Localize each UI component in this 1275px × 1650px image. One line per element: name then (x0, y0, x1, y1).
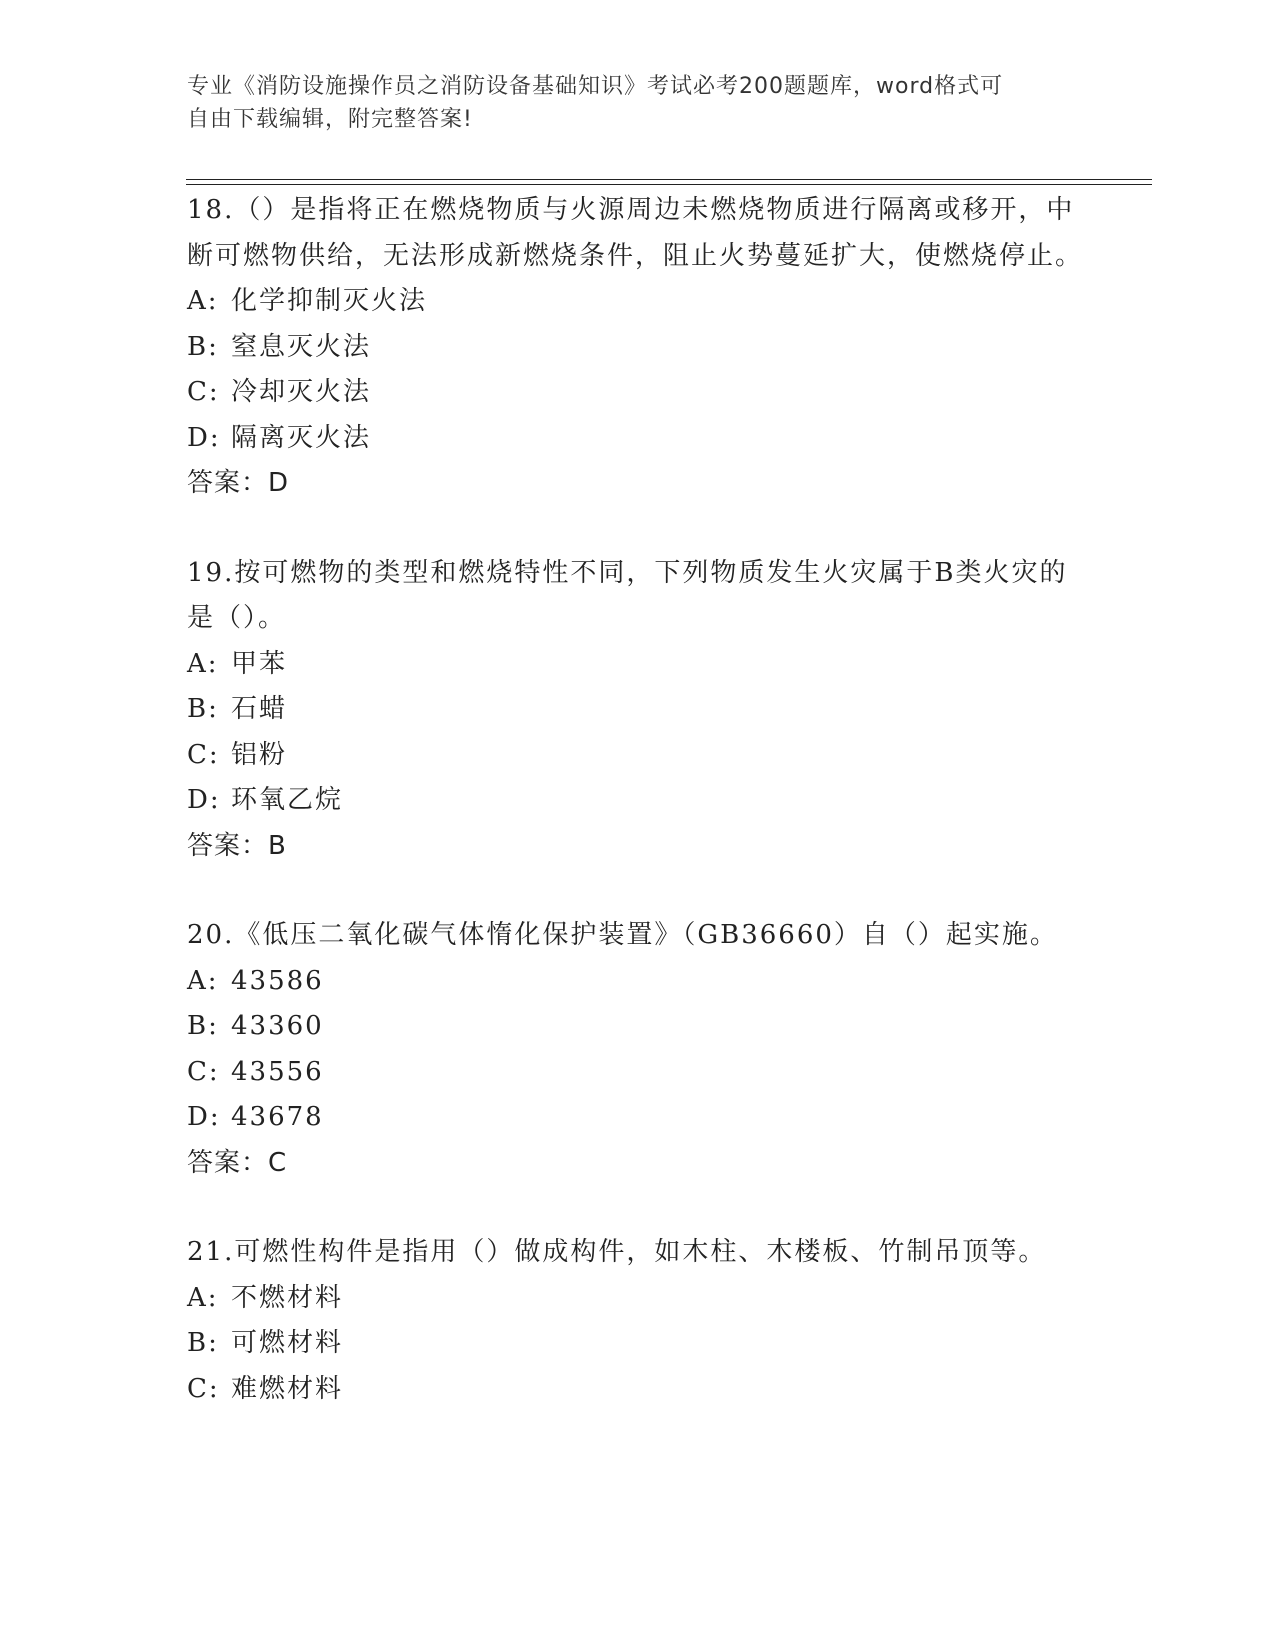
header-line-2: 自由下载编辑，附完整答案! (187, 107, 473, 132)
option-text: 石蜡 (231, 694, 288, 724)
header-line-1: 专业《消防设施操作员之消防设备基础知识》考试必考200题题库，word格式可 (187, 74, 1004, 99)
option-letter: D: (187, 785, 221, 815)
option-text: 不燃材料 (231, 1282, 344, 1313)
option-letter: D: (187, 1102, 221, 1132)
option-text: 43360 (231, 1011, 324, 1041)
answer-text: 答案：D (187, 468, 290, 498)
option-letter: B: (187, 331, 219, 362)
option-text: 甲苯 (231, 648, 288, 679)
option-c (187, 370, 1087, 416)
option-b (187, 687, 1087, 733)
option-text: 难燃材料 (231, 1373, 344, 1404)
question-21 (187, 1230, 1087, 1412)
option-text: 化学抑制灭火法 (231, 286, 428, 316)
option-letter: A: (187, 286, 219, 316)
answer-text: 答案：B (187, 830, 287, 861)
answer-text: 答案：C (187, 1147, 288, 1178)
option-letter: C: (187, 739, 220, 770)
question-list (187, 188, 1087, 1456)
option-letter: D: (187, 422, 221, 453)
option-b (187, 1321, 1087, 1367)
option-b (187, 1004, 1087, 1050)
document-header (187, 70, 1067, 136)
option-text: 窒息灭火法 (231, 331, 372, 362)
option-letter: B: (187, 1328, 219, 1358)
option-a (187, 1276, 1087, 1322)
option-text: 43586 (231, 965, 324, 996)
option-letter: A: (187, 648, 219, 679)
option-letter: C: (187, 1056, 220, 1087)
option-text: 环氧乙烷 (231, 785, 344, 815)
question-text: 19.按可燃物的类型和燃烧特性不同，下列物质发生火灾属于B类火灾的是（）。 (187, 557, 1068, 633)
option-d (187, 1095, 1087, 1141)
option-text: 可燃材料 (231, 1328, 344, 1358)
option-letter: C: (187, 377, 220, 407)
option-a (187, 642, 1087, 688)
header-divider-bottom (186, 184, 1152, 185)
option-text: 隔离灭火法 (231, 422, 372, 453)
option-letter: A: (187, 965, 219, 996)
option-c (187, 733, 1087, 779)
question-text: 20.《低压二氧化碳气体惰化保护装置》（GB36660）自（）起实施。 (187, 920, 1058, 950)
option-d (187, 416, 1087, 462)
option-text: 43678 (231, 1102, 324, 1132)
option-c (187, 1367, 1087, 1413)
question-text: 18.（）是指将正在燃烧物质与火源周边未燃烧物质进行隔离或移开，中断可燃物供给，无法形成新燃烧条件，阻止火势蔓延扩大，使燃烧停止。 (187, 195, 1084, 271)
option-c (187, 1050, 1087, 1096)
option-letter: A: (187, 1282, 219, 1313)
option-text: 冷却灭火法 (231, 377, 372, 407)
option-a (187, 279, 1087, 325)
question-19 (187, 551, 1087, 870)
question-text: 21.可燃性构件是指用（）做成构件，如木柱、木楼板、竹制吊顶等。 (187, 1237, 1047, 1267)
option-text: 铝粉 (231, 739, 288, 770)
option-text: 43556 (231, 1056, 324, 1087)
question-20 (187, 913, 1087, 1186)
option-b (187, 325, 1087, 371)
option-d (187, 778, 1087, 824)
option-letter: B: (187, 694, 219, 724)
question-18 (187, 188, 1087, 507)
option-letter: C: (187, 1373, 220, 1404)
option-letter: B: (187, 1011, 219, 1041)
header-divider-top (186, 179, 1152, 180)
option-a (187, 959, 1087, 1005)
